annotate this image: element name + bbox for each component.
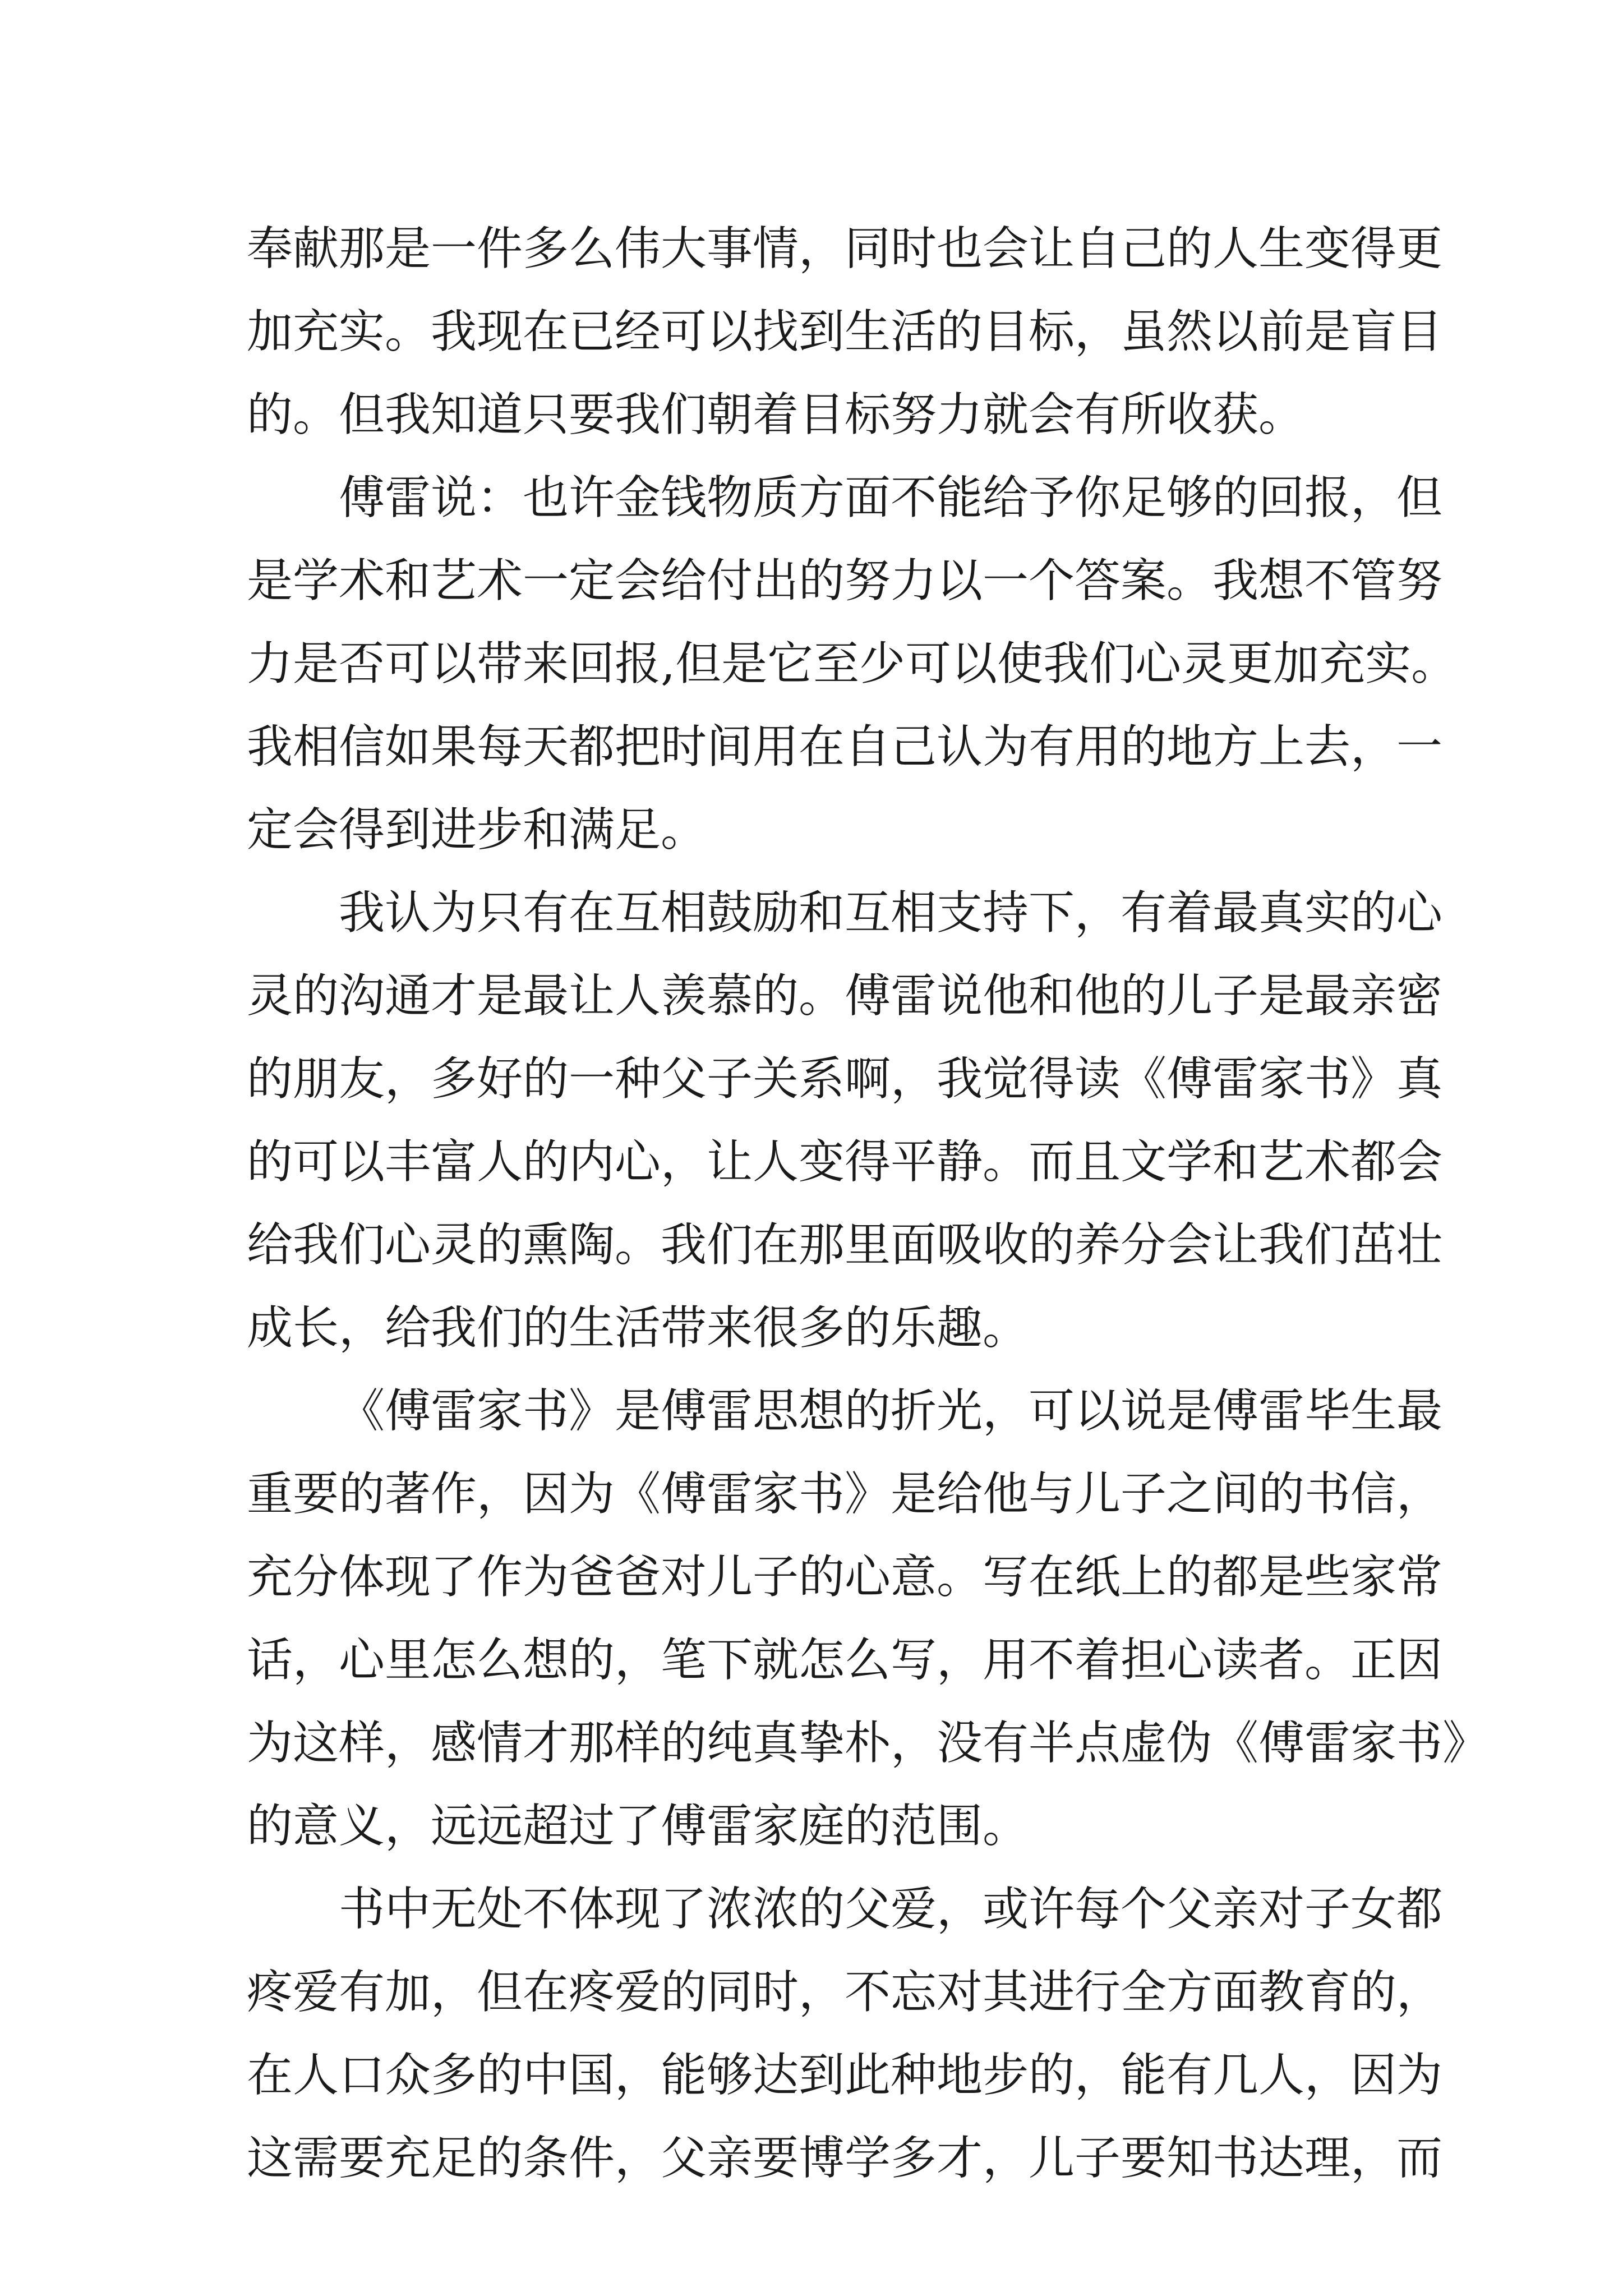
text-line: 在人口众多的中国，能够达到此种地步的，能有几人，因为 <box>247 2049 1443 2102</box>
text-line: 加充实。我现在已经可以找到生活的目标，虽然以前是盲目 <box>247 305 1443 358</box>
text-line: 的可以丰富人的内心，让人变得平静。而且文学和艺术都会 <box>247 1135 1443 1189</box>
text-line: 为这样，感情才那样的纯真挚朴，没有半点虚伪《傅雷家书》 <box>247 1717 1489 1770</box>
text-line: 的。但我知道只要我们朝着目标努力就会有所收获。 <box>247 388 1305 441</box>
text-line: 是学术和艺术一定会给付出的努力以一个答案。我想不管努 <box>247 554 1443 608</box>
text-line: 奉献那是一件多么伟大事情，同时也会让自己的人生变得更 <box>247 222 1443 275</box>
text-line: 重要的著作，因为《傅雷家书》是给他与儿子之间的书信， <box>247 1467 1443 1521</box>
text-line: 话，心里怎么想的，笔下就怎么写，用不着担心读者。正因 <box>247 1634 1443 1687</box>
text-line: 疼爱有加，但在疼爱的同时，不忘对其进行全方面教育的， <box>247 1966 1443 2019</box>
text-line: 我相信如果每天都把时间用在自己认为有用的地方上去，一 <box>247 720 1443 774</box>
text-line: 书中无处不体现了浓浓的父爱，或许每个父亲对子女都 <box>339 1883 1443 1936</box>
text-line: 傅雷说：也许金钱物质方面不能给予你足够的回报，但 <box>339 471 1443 524</box>
text-line: 定会得到进步和满足。 <box>247 803 707 857</box>
text-line: 我认为只有在互相鼓励和互相支持下，有着最真实的心 <box>339 886 1443 940</box>
text-line: 成长，给我们的生活带来很多的乐趣。 <box>247 1301 1029 1355</box>
text-line: 充分体现了作为爸爸对儿子的心意。写在纸上的都是些家常 <box>247 1550 1443 1604</box>
body-text <box>247 208 1489 2200</box>
text-line: 的意义，远远超过了傅雷家庭的范围。 <box>247 1800 1029 1853</box>
text-line: 给我们心灵的熏陶。我们在那里面吸收的养分会让我们茁壮 <box>247 1218 1443 1272</box>
text-line: 这需要充足的条件，父亲要博学多才，儿子要知书达理，而 <box>247 2132 1443 2185</box>
text-line: 力是否可以带来回报,但是它至少可以使我们心灵更加充实。 <box>247 637 1458 691</box>
text-line: 《傅雷家书》是傅雷思想的折光，可以说是傅雷毕生最 <box>339 1384 1443 1438</box>
text-line: 的朋友，多好的一种父子关系啊，我觉得读《傅雷家书》真 <box>247 1052 1443 1106</box>
text-line: 灵的沟通才是最让人羡慕的。傅雷说他和他的儿子是最亲密 <box>247 969 1443 1023</box>
